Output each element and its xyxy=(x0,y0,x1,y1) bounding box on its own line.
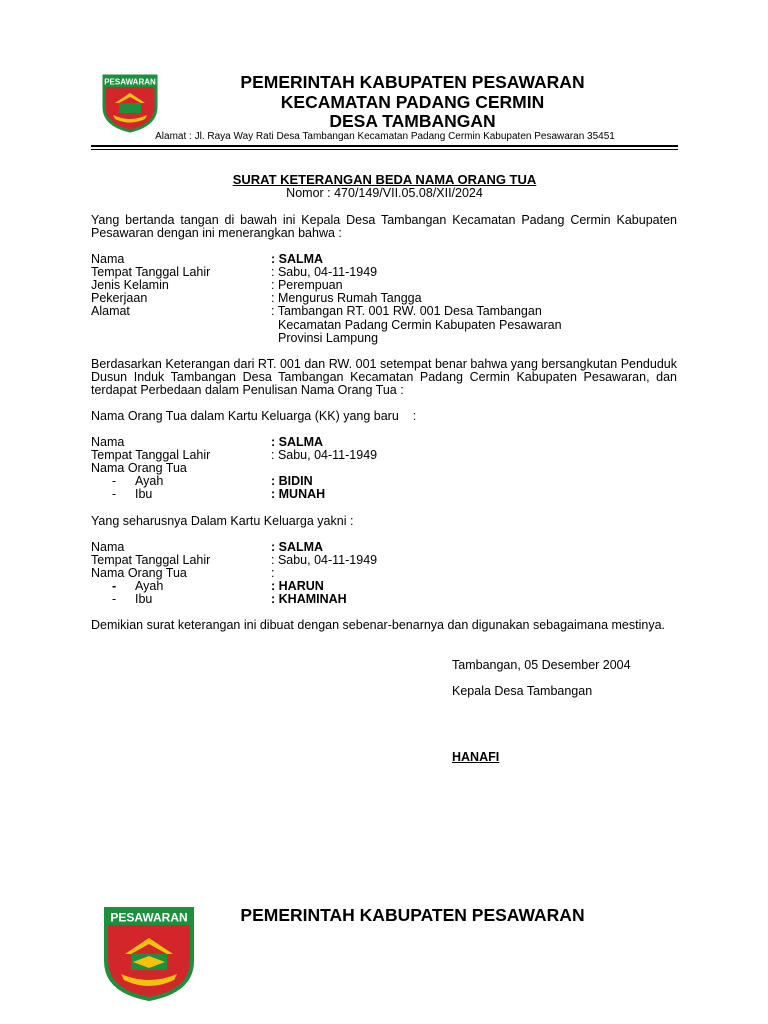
kk-new-parents xyxy=(91,462,677,475)
kk-correct-father xyxy=(91,580,677,593)
regency-logo-next-page xyxy=(103,906,195,1002)
kk-new-heading xyxy=(91,410,677,423)
kk-correct-heading xyxy=(91,515,677,528)
list-dash: - xyxy=(112,579,117,593)
field-label: Ibu xyxy=(135,487,153,501)
field-label: Tempat Tanggal Lahir xyxy=(91,448,211,462)
identity-label: Pekerjaan xyxy=(91,291,148,305)
field-value: : MUNAH xyxy=(271,487,326,501)
identity-value: : Tambangan RT. 001 RW. 001 Desa Tambangan xyxy=(271,304,542,318)
logo-text: PESAWARAN xyxy=(104,77,156,87)
field-value: : HARUN xyxy=(271,579,324,593)
field-value: : Sabu, 04-11-1949 xyxy=(271,448,378,462)
field-label: Nama Orang Tua xyxy=(91,461,187,475)
identity-value: : Perempuan xyxy=(271,278,343,292)
field-label: Nama Orang Tua xyxy=(91,566,187,580)
identity-label: Alamat xyxy=(91,304,130,318)
identity-label: Jenis Kelamin xyxy=(91,278,169,292)
identity-row-birth xyxy=(91,266,677,279)
next-page-header-line-1: PEMERINTAH KABUPATEN PESAWARAN xyxy=(240,905,585,925)
closing-paragraph xyxy=(91,619,677,632)
kk-new-father xyxy=(91,475,677,488)
identity-row-address xyxy=(91,305,677,318)
header-line-3: DESA TAMBANGAN xyxy=(329,111,496,131)
header-line-1: PEMERINTAH KABUPATEN PESAWARAN xyxy=(240,72,585,92)
field-label: Nama xyxy=(91,540,125,554)
field-value: : KHAMINAH xyxy=(271,592,347,606)
identity-value: : Mengurus Rumah Tangga xyxy=(271,291,422,305)
basis-paragraph: Berdasarkan Keterangan dari RT. 001 dan RW. 001 setempat benar bahwa yang bersangkutan Penduduk Dusun Induk Tambangan Desa Tambangan Kecamatan Padang Cermin Kabupaten Pesawaran, dan terdapat Perbedaan dalam Penulisan Nama Orang Tua : xyxy=(91,357,677,397)
field-label: Ibu xyxy=(135,592,153,606)
field-label: Tempat Tanggal Lahir xyxy=(91,553,211,567)
intro-paragraph: Yang bertanda tangan di bawah ini Kepala Desa Tambangan Kecamatan Padang Cermin Kabupaten Pesawaran dengan ini menerangkan bahwa : xyxy=(91,213,677,240)
signer-name: HANAFI xyxy=(452,750,500,764)
section-heading: Nama Orang Tua dalam Kartu Keluarga (KK) yang baru : xyxy=(91,409,417,423)
header-rule-thin xyxy=(91,149,678,150)
address-line: Provinsi Lampung xyxy=(278,331,379,345)
list-dash: - xyxy=(112,487,117,501)
field-value: : Sabu, 04-11-1949 xyxy=(271,553,378,567)
identity-value: : Sabu, 04-11-1949 xyxy=(271,265,378,279)
field-value: : SALMA xyxy=(271,435,324,449)
kk-new-mother xyxy=(91,488,677,501)
kk-correct-mother xyxy=(91,593,677,606)
letter-title: SURAT KETERANGAN BEDA NAMA ORANG TUA xyxy=(232,172,537,187)
identity-value: : SALMA xyxy=(271,252,324,266)
place-date: Tambangan, 05 Desember 2004 xyxy=(452,658,631,672)
field-label: Ayah xyxy=(135,474,164,488)
field-value: : BIDIN xyxy=(271,474,313,488)
identity-label: Nama xyxy=(91,252,125,266)
address-line: Kecamatan Padang Cermin Kabupaten Pesawaran xyxy=(278,318,562,332)
regency-logo xyxy=(101,73,159,133)
field-label: Nama xyxy=(91,435,125,449)
address-continuation-1 xyxy=(91,319,677,332)
header-line-2: KECAMATAN PADANG CERMIN xyxy=(280,92,545,112)
closing-text: Demikian surat keterangan ini dibuat dengan sebenar-benarnya dan digunakan sebagaimana mestinya. xyxy=(91,618,665,632)
header-rule-thick xyxy=(91,145,678,147)
kk-correct-parents xyxy=(91,567,677,580)
letter-number: Nomor : 470/149/VII.05.08/XII/2024 xyxy=(286,186,483,200)
logo-text: PESAWARAN xyxy=(110,910,188,925)
list-dash: - xyxy=(112,474,117,488)
signer-title: Kepala Desa Tambangan xyxy=(452,684,593,698)
header-address: Alamat : Jl. Raya Way Rati Desa Tambangan Kecamatan Padang Cermin Kabupaten Pesawaran 35451 xyxy=(155,131,615,142)
section-heading: Yang seharusnya Dalam Kartu Keluarga yakni : xyxy=(91,514,354,528)
field-value: : SALMA xyxy=(271,540,324,554)
field-value: : xyxy=(271,566,275,580)
field-label: Ayah xyxy=(135,579,164,593)
address-continuation-2 xyxy=(91,332,677,345)
list-dash: - xyxy=(112,592,117,606)
identity-label: Tempat Tanggal Lahir xyxy=(91,265,211,279)
